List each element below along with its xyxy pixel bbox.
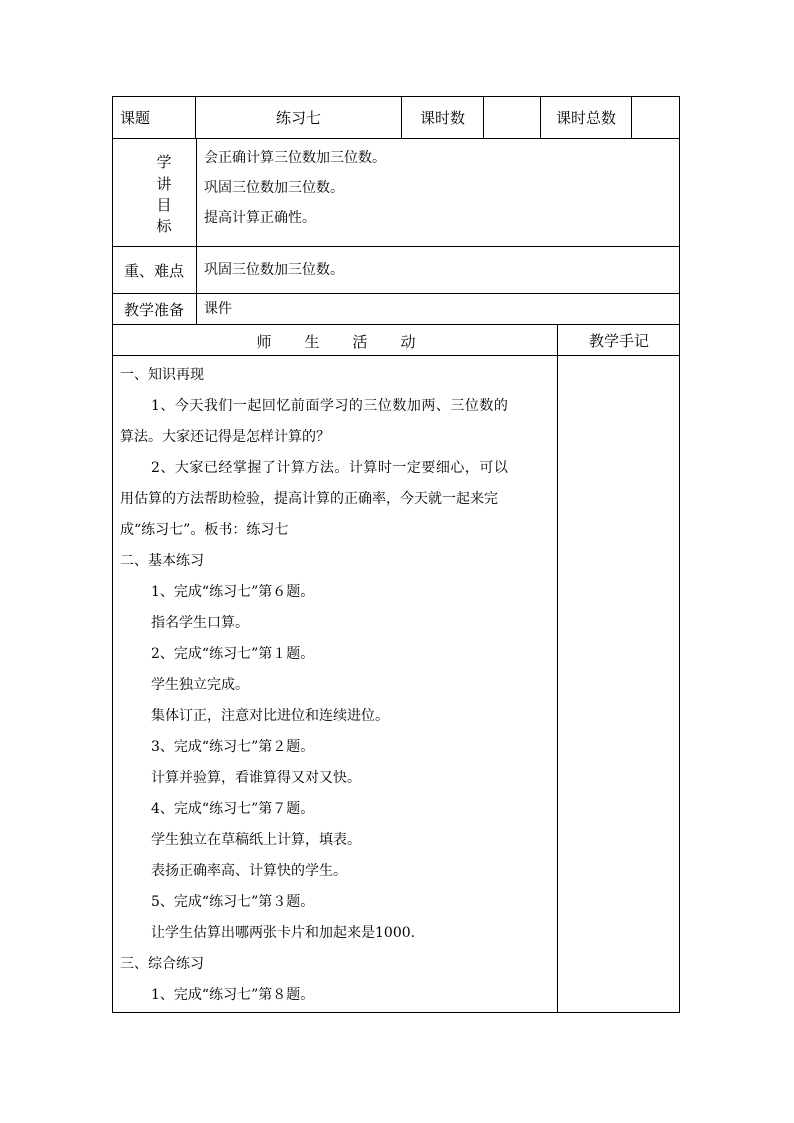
section-heading: 一、知识再现: [120, 367, 204, 383]
body-line: 用估算的方法帮助检验，提高计算的正确率，今天就一起来完: [120, 491, 498, 507]
row-divider: [112, 355, 680, 356]
body-line: 4、完成“练习七”第７题。: [151, 801, 315, 817]
teaching-notes-label: 教学手记: [588, 331, 649, 350]
body-line: 1、今天我们一起回忆前面学习的三位数加两、三位数的: [151, 398, 509, 414]
activity-header-char: 活: [352, 332, 368, 351]
section-heading: 二、基本练习: [120, 553, 204, 569]
objectives-label-char: 标: [156, 217, 172, 235]
activity-header-char: 师: [256, 332, 272, 351]
activity-header-char: 生: [304, 332, 320, 351]
topic-label: 课题: [119, 108, 150, 127]
body-line: 集体订正，注意对比进位和连续进位。: [151, 708, 389, 724]
body-line: 让学生估算出哪两张卡片和加起来是1000.: [151, 925, 416, 941]
body-line: 1、完成“练习七”第８题。: [151, 987, 315, 1003]
body-line: 表扬正确率高、计算快的学生。: [151, 863, 347, 879]
preparation-value: 课件: [204, 301, 232, 317]
body-line: 2、完成“练习七”第１题。: [151, 646, 315, 662]
objective-line: 会正确计算三位数加三位数。: [204, 150, 386, 166]
topic-value: 练习七: [275, 108, 321, 127]
row-divider: [112, 293, 680, 294]
objective-line: 提高计算正确性。: [204, 210, 316, 226]
section-heading: 三、综合练习: [120, 956, 204, 972]
body-line: 学生独立在草稿纸上计算，填表。: [151, 832, 361, 848]
col-divider: [557, 324, 558, 1013]
hours-label: 课时数: [419, 108, 465, 127]
body-line: 2、大家已经掌握了计算方法。计算时一定要细心，可以: [151, 460, 509, 476]
objectives-label-char: 学: [156, 153, 172, 171]
preparation-label: 教学准备: [123, 300, 184, 319]
activity-header-char: 动: [400, 332, 416, 351]
objectives-label-char: 讲: [156, 175, 172, 193]
body-line: 计算并验算，看谁算得又对又快。: [151, 770, 361, 786]
body-line: 成“练习七”。板书：练习七: [120, 522, 289, 538]
objective-line: 巩固三位数加三位数。: [204, 180, 344, 196]
body-line: 指名学生口算。: [151, 615, 249, 631]
difficulty-value: 巩固三位数加三位数。: [204, 262, 344, 278]
row-divider: [112, 138, 680, 139]
hours-value: [484, 96, 540, 138]
total-hours-label: 课时总数: [555, 108, 616, 127]
body-line: 3、完成“练习七”第２题。: [151, 739, 315, 755]
body-line: 学生独立完成。: [151, 677, 249, 693]
col-divider: [196, 138, 197, 324]
objectives-label-char: 目: [156, 196, 172, 214]
difficulty-label: 重、难点: [123, 261, 184, 280]
total-hours-value: [632, 96, 680, 138]
body-line: 算法。大家还记得是怎样计算的？: [120, 429, 330, 445]
body-line: 5、完成“练习七”第３题。: [151, 894, 315, 910]
body-line: 1、完成“练习七”第６题。: [151, 584, 315, 600]
row-divider: [112, 246, 680, 247]
